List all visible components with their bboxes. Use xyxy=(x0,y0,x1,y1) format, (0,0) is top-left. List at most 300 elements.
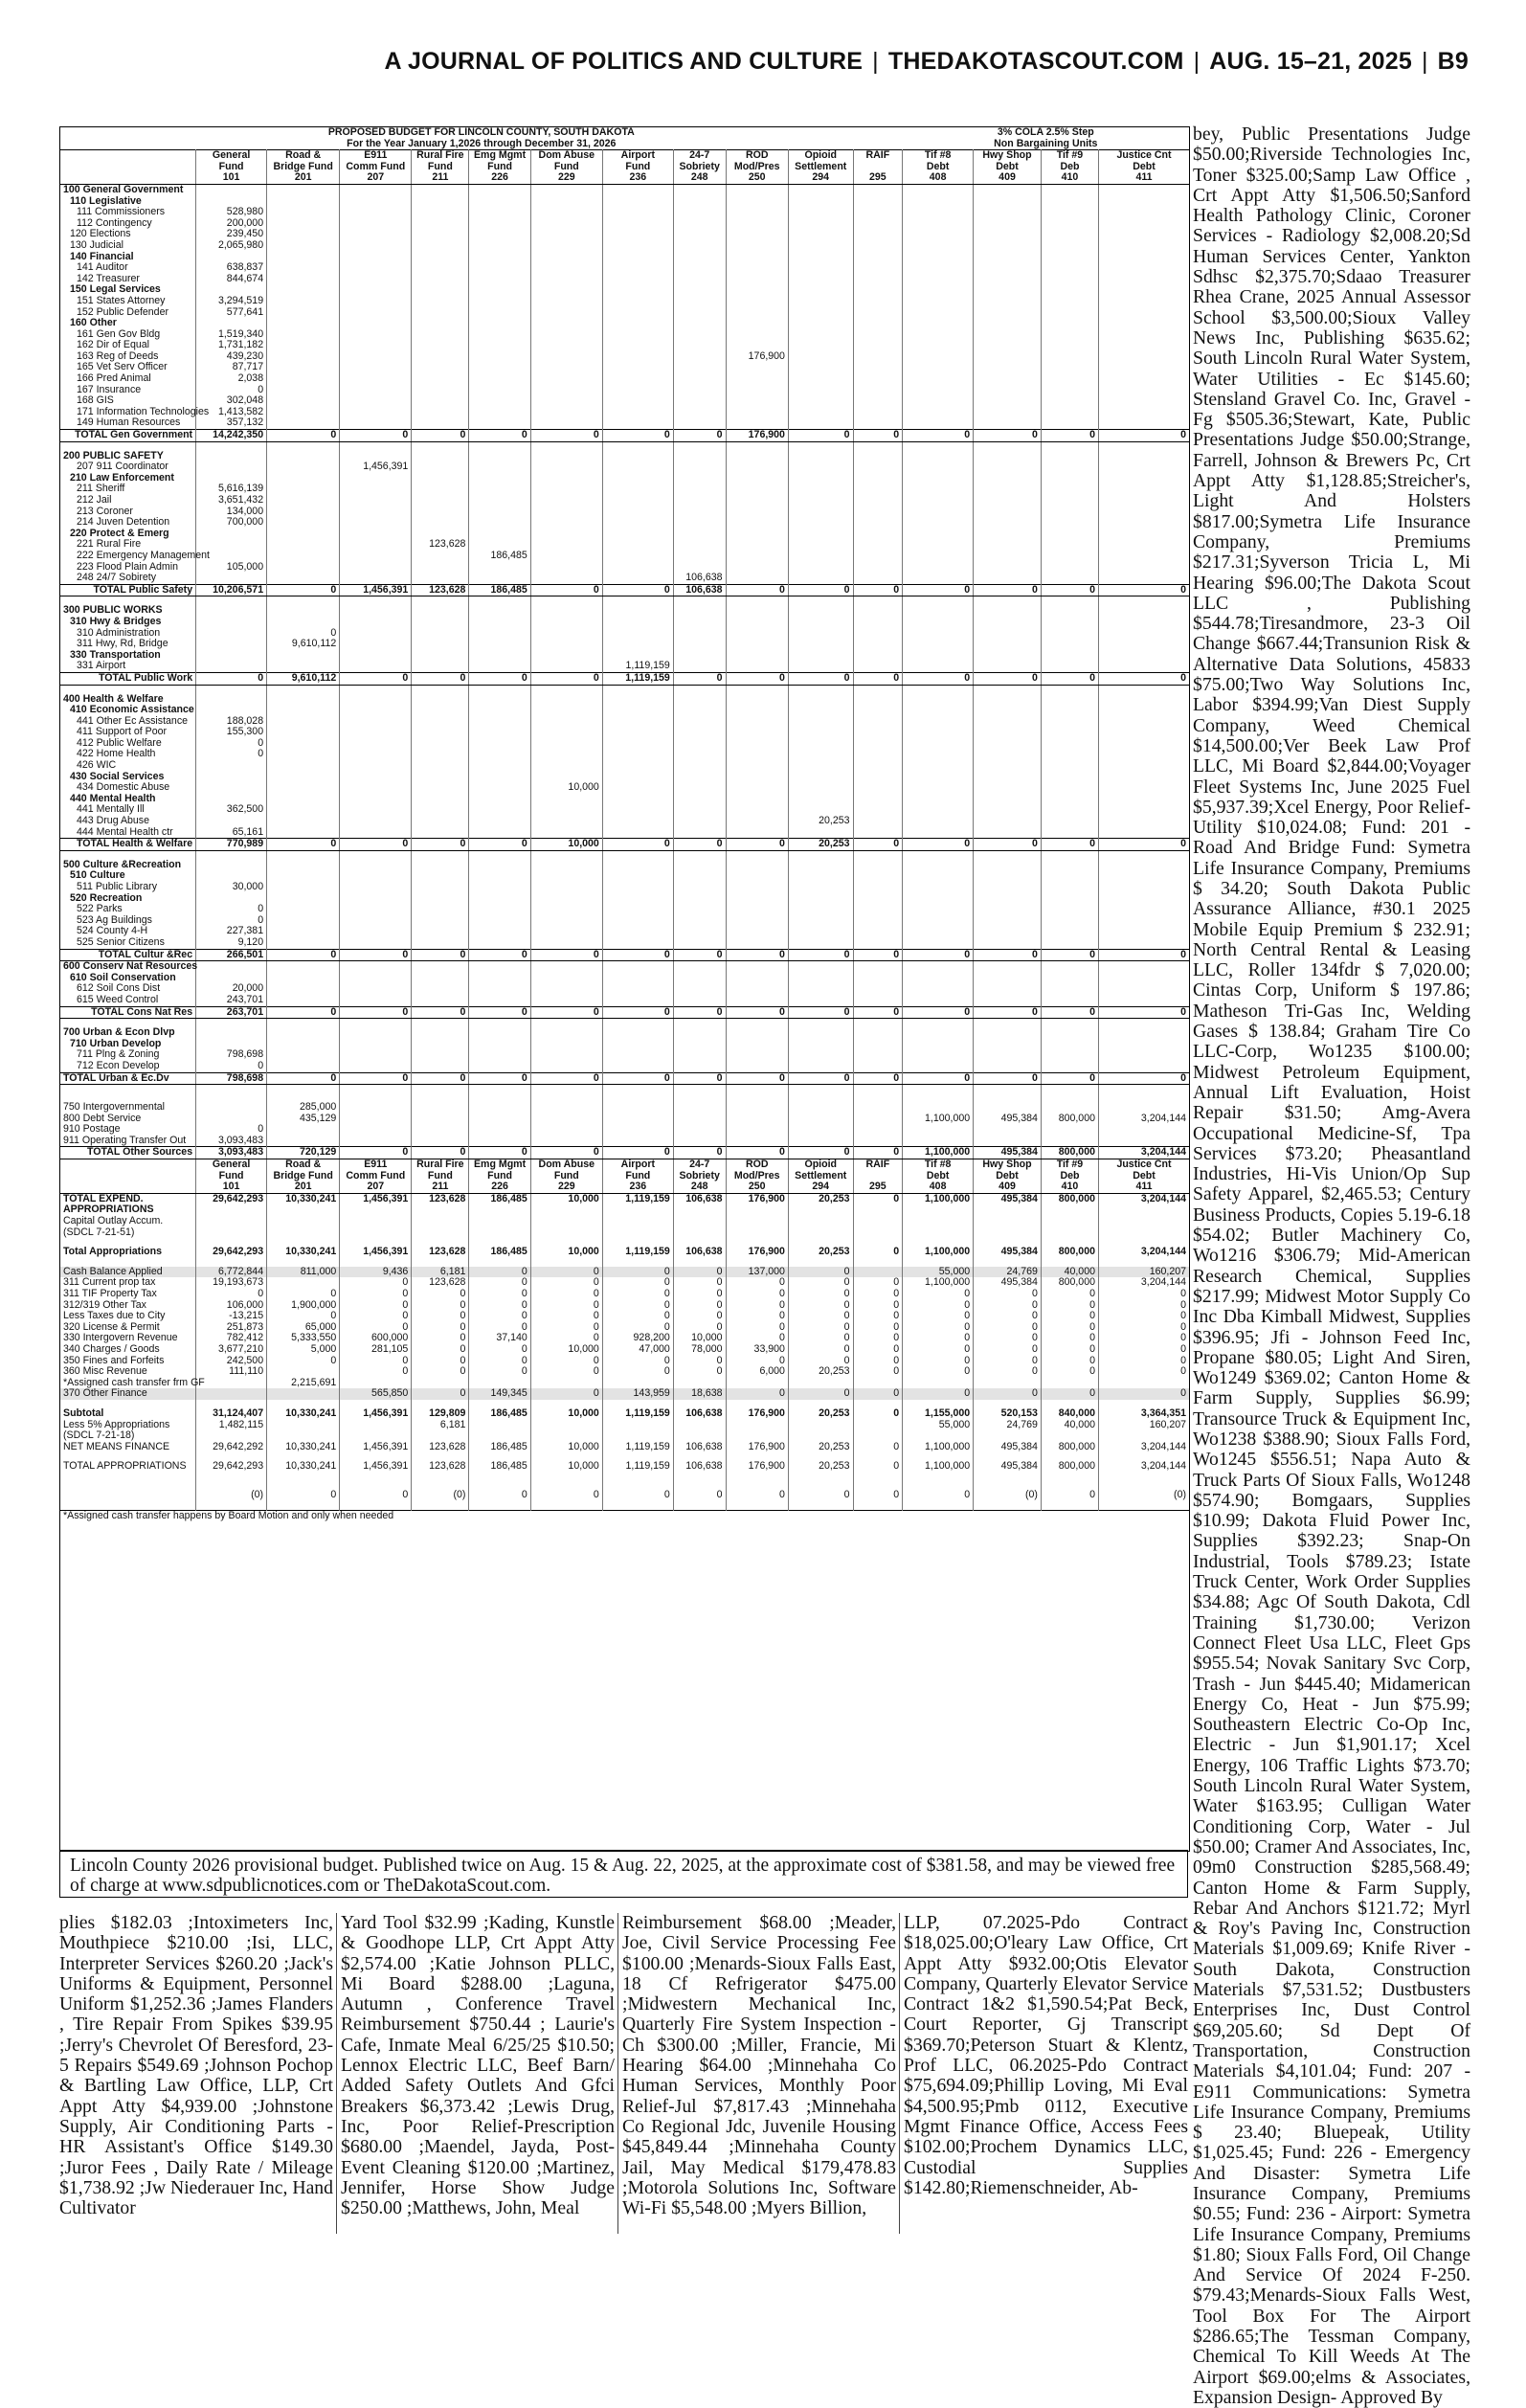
table-cell xyxy=(853,441,903,451)
table-cell xyxy=(530,1061,602,1072)
table-cell xyxy=(853,417,903,429)
table-cell xyxy=(673,661,726,672)
table-cell xyxy=(1098,850,1189,860)
header-cell: Debt xyxy=(903,1171,974,1182)
table-cell xyxy=(602,1124,673,1136)
table-cell: 1,119,159 xyxy=(602,1408,673,1420)
table-cell xyxy=(1098,995,1189,1006)
table-cell xyxy=(469,229,530,240)
table-cell xyxy=(853,373,903,385)
table-cell: 0 xyxy=(903,1333,974,1344)
table-cell: 0 xyxy=(267,1311,340,1322)
table-cell: 0 xyxy=(788,1289,853,1300)
table-cell: 0 xyxy=(673,1490,726,1501)
table-cell xyxy=(412,1216,469,1227)
table-cell xyxy=(602,816,673,827)
table-cell: 0 xyxy=(788,1267,853,1278)
table-cell xyxy=(726,870,788,882)
table-cell xyxy=(788,184,853,195)
table-cell: 0 xyxy=(340,1490,412,1501)
table-cell xyxy=(340,1227,412,1239)
row-label: 710 Urban Develop xyxy=(60,1039,196,1050)
table-cell xyxy=(1098,296,1189,307)
table-cell xyxy=(726,850,788,860)
row-label: 711 Plng & Zoning xyxy=(60,1049,196,1061)
table-cell: 266,501 xyxy=(196,949,267,961)
table-cell: 106,000 xyxy=(196,1300,267,1312)
table-cell: 520,153 xyxy=(974,1408,1042,1420)
header-cell xyxy=(60,172,196,184)
table-cell xyxy=(673,473,726,484)
table-cell xyxy=(853,1124,903,1136)
table-cell xyxy=(788,296,853,307)
table-cell: 0 xyxy=(469,1006,530,1019)
table-cell: 40,000 xyxy=(1041,1267,1098,1278)
table-cell: 0 xyxy=(903,1356,974,1367)
table-cell xyxy=(853,973,903,984)
row-label: 220 Protect & Emerg xyxy=(60,529,196,540)
table-cell: 0 xyxy=(853,1442,903,1453)
table-cell xyxy=(602,1114,673,1125)
table-cell xyxy=(267,274,340,285)
table-cell xyxy=(788,1378,853,1389)
column-rule xyxy=(899,1913,900,2234)
table-cell: (0) xyxy=(412,1490,469,1501)
table-cell: 0 xyxy=(1041,1300,1098,1312)
table-cell xyxy=(853,1420,903,1431)
table-cell: 928,200 xyxy=(602,1333,673,1344)
table-cell xyxy=(267,1216,340,1227)
table-cell: 19,193,673 xyxy=(196,1277,267,1289)
table-cell: 87,717 xyxy=(196,362,267,373)
table-cell xyxy=(726,983,788,995)
table-cell xyxy=(788,617,853,628)
table-cell xyxy=(469,661,530,672)
row-label: 411 Support of Poor xyxy=(60,727,196,738)
table-cell xyxy=(974,441,1042,451)
table-cell xyxy=(1098,506,1189,518)
header-cell: 411 xyxy=(1098,1181,1189,1193)
table-row xyxy=(60,451,1189,462)
table-cell: 3,204,144 xyxy=(1098,1147,1189,1159)
table-cell: 5,333,550 xyxy=(267,1333,340,1344)
table-cell xyxy=(469,262,530,274)
header-cell: Rural Fire xyxy=(412,1159,469,1171)
table-cell: 0 xyxy=(530,430,602,442)
table-cell xyxy=(903,1136,974,1147)
table-row xyxy=(60,860,1189,871)
header-cell: Fund xyxy=(530,162,602,173)
table-cell: 0 xyxy=(340,949,412,961)
table-cell xyxy=(267,1019,340,1028)
header-cell: Road & xyxy=(267,1159,340,1171)
table-cell xyxy=(853,882,903,893)
table-cell xyxy=(1098,340,1189,351)
table-cell xyxy=(673,1124,726,1136)
table-cell: 186,485 xyxy=(469,584,530,596)
table-cell xyxy=(267,1049,340,1061)
table-cell xyxy=(412,617,469,628)
table-cell: 0 xyxy=(788,584,853,596)
table-row xyxy=(60,1289,1189,1300)
table-cell xyxy=(974,1061,1042,1072)
table-cell: 0 xyxy=(469,1356,530,1367)
table-cell xyxy=(340,882,412,893)
table-cell xyxy=(412,1093,469,1102)
table-cell xyxy=(903,705,974,716)
table-cell xyxy=(340,727,412,738)
table-cell xyxy=(974,716,1042,728)
table-cell: 0 xyxy=(853,1408,903,1420)
table-cell xyxy=(853,1039,903,1050)
table-cell xyxy=(412,926,469,937)
table-cell xyxy=(530,995,602,1006)
table-cell: 1,100,000 xyxy=(903,1147,974,1159)
table-cell xyxy=(903,605,974,617)
table-cell xyxy=(530,262,602,274)
table-cell: 0 xyxy=(267,628,340,640)
table-cell: 0 xyxy=(853,1311,903,1322)
table-cell xyxy=(726,694,788,706)
row-label: 248 24/7 Sobirety xyxy=(60,573,196,584)
table-cell xyxy=(412,596,469,606)
table-cell xyxy=(267,937,340,949)
table-cell xyxy=(1041,340,1098,351)
table-cell xyxy=(726,1501,788,1511)
table-cell xyxy=(340,1473,412,1481)
table-cell xyxy=(267,727,340,738)
table-cell xyxy=(1098,760,1189,772)
table-cell: 0 xyxy=(530,1267,602,1278)
table-cell xyxy=(340,284,412,296)
table-cell xyxy=(788,794,853,805)
table-cell xyxy=(1041,296,1098,307)
table-cell: 281,105 xyxy=(340,1344,412,1356)
table-cell xyxy=(726,661,788,672)
table-cell: 811,000 xyxy=(267,1267,340,1278)
table-cell xyxy=(788,893,853,905)
table-cell xyxy=(853,1473,903,1481)
table-cell: 798,698 xyxy=(196,1072,267,1085)
table-cell xyxy=(788,705,853,716)
table-cell: 0 xyxy=(853,1006,903,1019)
header-cell: RAIF xyxy=(853,150,903,162)
table-cell xyxy=(788,1114,853,1125)
table-cell: 1,119,159 xyxy=(602,672,673,685)
table-cell xyxy=(788,983,853,995)
table-cell xyxy=(903,1085,974,1094)
table-cell xyxy=(1041,495,1098,506)
row-label: 523 Ag Buildings xyxy=(60,915,196,927)
table-cell: 0 xyxy=(853,430,903,442)
table-cell: 0 xyxy=(412,1072,469,1085)
table-cell xyxy=(340,596,412,606)
table-cell xyxy=(267,495,340,506)
table-cell xyxy=(974,385,1042,396)
row-label: 520 Recreation xyxy=(60,893,196,905)
table-cell xyxy=(1098,617,1189,628)
row-label: 300 PUBLIC WORKS xyxy=(60,605,196,617)
table-cell xyxy=(853,461,903,473)
table-cell xyxy=(602,794,673,805)
table-cell xyxy=(412,749,469,760)
table-cell xyxy=(853,937,903,949)
table-cell xyxy=(726,650,788,662)
table-cell xyxy=(673,529,726,540)
table-cell xyxy=(530,441,602,451)
table-cell xyxy=(469,451,530,462)
table-cell xyxy=(530,1501,602,1511)
table-cell xyxy=(602,1019,673,1028)
table-cell xyxy=(1098,827,1189,839)
table-cell xyxy=(903,451,974,462)
header-cell: 226 xyxy=(469,1181,530,1193)
table-cell: 0 xyxy=(974,1300,1042,1312)
table-cell xyxy=(530,749,602,760)
table-row xyxy=(60,1147,1189,1159)
header-cell: Bridge Fund xyxy=(267,1171,340,1182)
table-cell xyxy=(726,1204,788,1216)
table-cell xyxy=(903,1019,974,1028)
table-row xyxy=(60,539,1189,551)
table-cell: 1,119,159 xyxy=(602,1193,673,1204)
table-cell xyxy=(1098,362,1189,373)
table-cell: 495,384 xyxy=(974,1193,1042,1204)
row-label: 141 Auditor xyxy=(60,262,196,274)
table-cell xyxy=(602,373,673,385)
table-cell: 10,330,241 xyxy=(267,1193,340,1204)
table-cell: 20,253 xyxy=(788,1442,853,1453)
table-cell xyxy=(196,441,267,451)
table-cell xyxy=(602,207,673,218)
table-cell xyxy=(853,716,903,728)
table-cell: 0 xyxy=(602,1356,673,1367)
table-cell xyxy=(1041,794,1098,805)
table-cell xyxy=(673,650,726,662)
table-cell xyxy=(340,362,412,373)
table-cell: 0 xyxy=(530,1289,602,1300)
table-cell xyxy=(412,1102,469,1114)
table-cell xyxy=(469,1204,530,1216)
table-cell: 0 xyxy=(196,1289,267,1300)
table-cell: 134,000 xyxy=(196,506,267,518)
table-cell xyxy=(267,1027,340,1039)
table-cell xyxy=(853,351,903,363)
row-label: 524 County 4-H xyxy=(60,926,196,937)
table-cell xyxy=(726,196,788,208)
table-cell xyxy=(1098,1085,1189,1094)
table-cell: 0 xyxy=(726,1300,788,1312)
table-cell xyxy=(469,904,530,915)
table-cell: 0 xyxy=(853,1277,903,1289)
table-cell xyxy=(726,860,788,871)
table-cell xyxy=(903,926,974,937)
table-cell xyxy=(853,628,903,640)
table-cell xyxy=(1098,441,1189,451)
table-cell xyxy=(602,218,673,230)
table-cell xyxy=(412,340,469,351)
table-row xyxy=(60,672,1189,685)
table-cell xyxy=(602,229,673,240)
table-cell xyxy=(469,705,530,716)
table-cell xyxy=(602,995,673,1006)
table-cell xyxy=(1098,893,1189,905)
table-cell xyxy=(974,362,1042,373)
header-cell: Opioid xyxy=(788,1159,853,1171)
table-cell xyxy=(1041,926,1098,937)
table-cell: 0 xyxy=(673,1006,726,1019)
table-cell xyxy=(788,628,853,640)
table-cell xyxy=(196,1204,267,1216)
row-label: 330 Intergovern Revenue xyxy=(60,1333,196,1344)
table-cell: 20,253 xyxy=(788,839,853,851)
table-cell xyxy=(602,252,673,263)
table-cell: 0 xyxy=(1180,1320,1186,1333)
header-cell: Settlement xyxy=(788,162,853,173)
table-cell xyxy=(788,252,853,263)
table-cell: 0 xyxy=(726,584,788,596)
table-cell xyxy=(974,738,1042,750)
table-cell: 0 xyxy=(853,1300,903,1312)
table-cell xyxy=(469,1216,530,1227)
table-cell: 495,384 xyxy=(974,1114,1042,1125)
budget-subtitle: For the Year January 1,2026 through December 31, 2026 xyxy=(347,137,617,149)
table-cell xyxy=(412,573,469,584)
row-label: 712 Econ Develop xyxy=(60,1061,196,1072)
table-cell xyxy=(726,628,788,640)
row-label: 444 Mental Health ctr xyxy=(60,827,196,839)
row-label: TOTAL Gen Government xyxy=(60,430,196,442)
footnote: *Assigned cash transfer happens by Board Motion and only when needed xyxy=(60,1510,1189,1521)
table-cell xyxy=(853,573,903,584)
table-cell xyxy=(853,262,903,274)
table-cell xyxy=(673,804,726,816)
table-cell xyxy=(726,1114,788,1125)
row-label: TOTAL Cultur &Rec xyxy=(60,949,196,961)
column-rule xyxy=(617,1913,618,2234)
table-cell: 0 xyxy=(602,949,673,961)
table-cell xyxy=(340,351,412,363)
table-cell xyxy=(673,484,726,495)
table-cell: 0 xyxy=(530,1300,602,1312)
table-row xyxy=(60,240,1189,252)
table-cell xyxy=(974,661,1042,672)
table-cell xyxy=(853,1093,903,1102)
table-cell xyxy=(340,1093,412,1102)
table-cell xyxy=(853,284,903,296)
table-cell xyxy=(726,441,788,451)
table-cell xyxy=(726,605,788,617)
table-cell: 65,000 xyxy=(267,1322,340,1334)
table-cell xyxy=(903,1430,974,1442)
table-cell xyxy=(340,340,412,351)
table-cell xyxy=(673,407,726,418)
table-cell xyxy=(412,274,469,285)
table-cell xyxy=(726,1136,788,1147)
row-label: 426 WIC xyxy=(60,760,196,772)
table-cell xyxy=(340,794,412,805)
table-cell: 24,769 xyxy=(974,1420,1042,1431)
table-cell: 200,000 xyxy=(196,218,267,230)
table-cell xyxy=(853,562,903,574)
table-cell xyxy=(1041,961,1098,973)
table-cell: 0 xyxy=(469,1311,530,1322)
table-cell xyxy=(412,484,469,495)
table-cell xyxy=(530,738,602,750)
table-cell xyxy=(1098,262,1189,274)
table-cell xyxy=(903,506,974,518)
table-cell xyxy=(726,973,788,984)
table-cell: 1,731,182 xyxy=(196,340,267,351)
table-cell xyxy=(726,539,788,551)
table-cell xyxy=(1041,995,1098,1006)
header-cell: Fund xyxy=(412,1171,469,1182)
table-cell: 123,628 xyxy=(412,539,469,551)
table-cell xyxy=(1041,551,1098,562)
table-cell: 0 xyxy=(1180,1332,1186,1344)
table-cell xyxy=(530,1204,602,1216)
table-cell xyxy=(602,351,673,363)
table-cell: 0 xyxy=(412,1147,469,1159)
row-label: 311 Current prop tax xyxy=(60,1277,196,1289)
table-cell xyxy=(903,307,974,319)
table-cell xyxy=(267,1124,340,1136)
table-cell xyxy=(196,596,267,606)
table-cell xyxy=(412,738,469,750)
table-cell xyxy=(788,639,853,650)
header-cell: Rural Fire xyxy=(412,150,469,162)
table-cell xyxy=(974,760,1042,772)
row-label: 525 Senior Citizens xyxy=(60,937,196,949)
table-cell: 0 xyxy=(903,430,974,442)
table-cell xyxy=(903,573,974,584)
table-cell xyxy=(853,196,903,208)
table-cell: 0 xyxy=(974,1344,1042,1356)
table-cell xyxy=(673,1019,726,1028)
table-cell xyxy=(788,596,853,606)
table-cell xyxy=(974,1049,1042,1061)
table-cell xyxy=(903,1481,974,1490)
right-column-text: bey, Public Presentations Judge $50.00;Riverside Technologies Inc, Toner $325.00;Samp Law Office , Crt Appt Atty $1,506.50;Sanford Health Pathology Clinic, Coroner Services - Radiology $2,008.20;Sd Human Services Center, Yankton Sdhsc $2,375.70;Sdaao Treasurer Rhea Crane, 2025 Annual Assessor School $3,500.00;Sioux Valley News Inc, Publishing $635.62; South Lincoln Rural Water System, Water Utilities - Ec $145.60; Stensland Gravel Co. Inc, Gravel - Fg $505.36;Stewart, Kate, Public Presentations Judge $50.00;Strange, Farrell, Johnson & Brewers Pc, Crt Appt Atty $1,128.85;Streicher's, Light And Holsters $817.00;Symetra Life Insurance Company, Premiums $217.31;Syverson Tricia L, Mi Hearing $96.00;The Dakota Scout LLC , Publishing $544.78;Tiresandmore, 23-3 Oil Change $667.44;Transunion Risk & Alternative Data Solutions, 45833 $75.00;Two Way Solutions Inc, Labor $394.99;Van Diest Supply Company, Weed Chemical $14,500.00;Ver Beek Law Prof LLC, Mi Board $2,844.00;Voyager Fleet Systems Inc, June 2025 Fuel $5,937.39;Xcel Energy, Poor Relief-Utility $10,024.08; Fund: 201 - Road And Bridge Fund: Symetra Life Insurance Company, Premiums $ 34.20; South Dakota Public Assurance Alliance, #30.1 2025 Mobile Equip Premium $ 232.91; North Central Rental & Leasing LLC, Roller 134fdr $ 7,020.00; Cintas Corp, Uniform $ 197.86; Matheson Tri-Gas Inc, Welding Gases $ 138.84; Graham Tire Co LLC-Corp, Wo1235 $100.00; Midwest Petroleum Equipment, Annual Lift Evaluation, Hoist Repair $31.50; Amg-Avera Occupational Medicine-Sf, Tpa Services $73.20; Pheasantland Industries, Hi-Vis Union/Op Sup Safety Apparel, $2,465.53; Century Business Products, Copies 5.19-6.18 $54.02; Butler Machinery Co, Wo1216 $306.79; Mid-American Research Chemical, Supplies $217.99; Midwest Motor Supply Co Inc Dba Kimball Midwest, Supplies $396.95; Jfi - Johnson Feed Inc, Propane $80.05; Light And Siren, Wo1249 $369.02; Canton Home & Farm Supply, Supplies $6.99; Transource Truck & Equipment Inc, Wo1238 $388.90; Sioux Falls Ford, Wo1245 $556.51; Napa Auto & Truck Parts Of Sioux Falls, Wo1248 $574.90; Bomgaars, Supplies $10.99; Dakota Fluid Power Inc, Supplies $392.23; Snap-On Industrial, Tools $789.23; Istate Truck Center, Work Order Supplies $34.88; Agc Of South Dakota, Cdl Training $1,730.00; Verizon Connect Fleet Usa LLC, Fleet Gps $955.54; Novak Sanitary Svc Corp, Trash - Jun $445.40; Midamerican Energy Co, Heat - Jun $75.99; Southeastern Electric Co-Op Inc, Electric - Jun $1,901.17; Xcel Energy, 106 Traffic Lights $73.70; South Lincoln Rural Water System, Water $163.95; Culligan Water Conditioning Corp, Water - Jul $50.00; Cramer And Associates, Inc, 09m0 Construction $285,568.49; Canton Home & Farm Supply, Rebar And Anchors $121.72; Myrl & Roy's Paving Inc, Construction Materials $1,009.69; Knife River - South Dakota, Construction Materials $7,531.52; Dustbusters Enterprises Inc, Dust Control $69,205.60; Sd Dept Of Transportation, Construction Materials $4,101.04; Fund: 207 - E911 Communications: Symetra Life Insurance Company, Premiums $ 23.40; Bluepeak, Utility $1,025.45; Fund: 226 - Emergency And Disaster: Symetra Life Insurance Company, Premiums $0.55; Fund: 236 - Airport: Symetra Life Insurance Company, Premiums $1.80; Sioux Falls Ford, Oil Change And Service Of 2024 F-250. $79.43;Menards-Sioux Falls West, Tool Box For The Airport $286.65;The Tessman Company, Chemical To Kill Weeds At The Airport $69.00;elms & Associates, Expansion Design- Approved By xyxy=(1193,124,1470,2408)
table-cell xyxy=(788,240,853,252)
header-cell: Debt xyxy=(974,162,1042,173)
table-cell xyxy=(340,252,412,263)
table-cell xyxy=(974,596,1042,606)
table-cell xyxy=(853,385,903,396)
table-cell xyxy=(469,385,530,396)
table-cell xyxy=(974,827,1042,839)
table-cell xyxy=(673,296,726,307)
table-cell xyxy=(853,207,903,218)
table-cell xyxy=(530,904,602,915)
table-cell xyxy=(412,329,469,341)
table-cell xyxy=(788,904,853,915)
table-cell xyxy=(530,1378,602,1389)
table-row xyxy=(60,1378,1189,1389)
table-cell xyxy=(602,539,673,551)
header-cell xyxy=(60,1181,196,1193)
table-cell xyxy=(469,772,530,783)
table-row xyxy=(60,573,1189,584)
table-cell xyxy=(853,517,903,529)
table-cell xyxy=(602,1481,673,1490)
table-cell xyxy=(412,772,469,783)
table-cell xyxy=(530,517,602,529)
header-cell: 408 xyxy=(903,172,974,184)
table-cell: 0 xyxy=(412,672,469,685)
table-cell xyxy=(788,772,853,783)
table-cell xyxy=(469,1227,530,1239)
